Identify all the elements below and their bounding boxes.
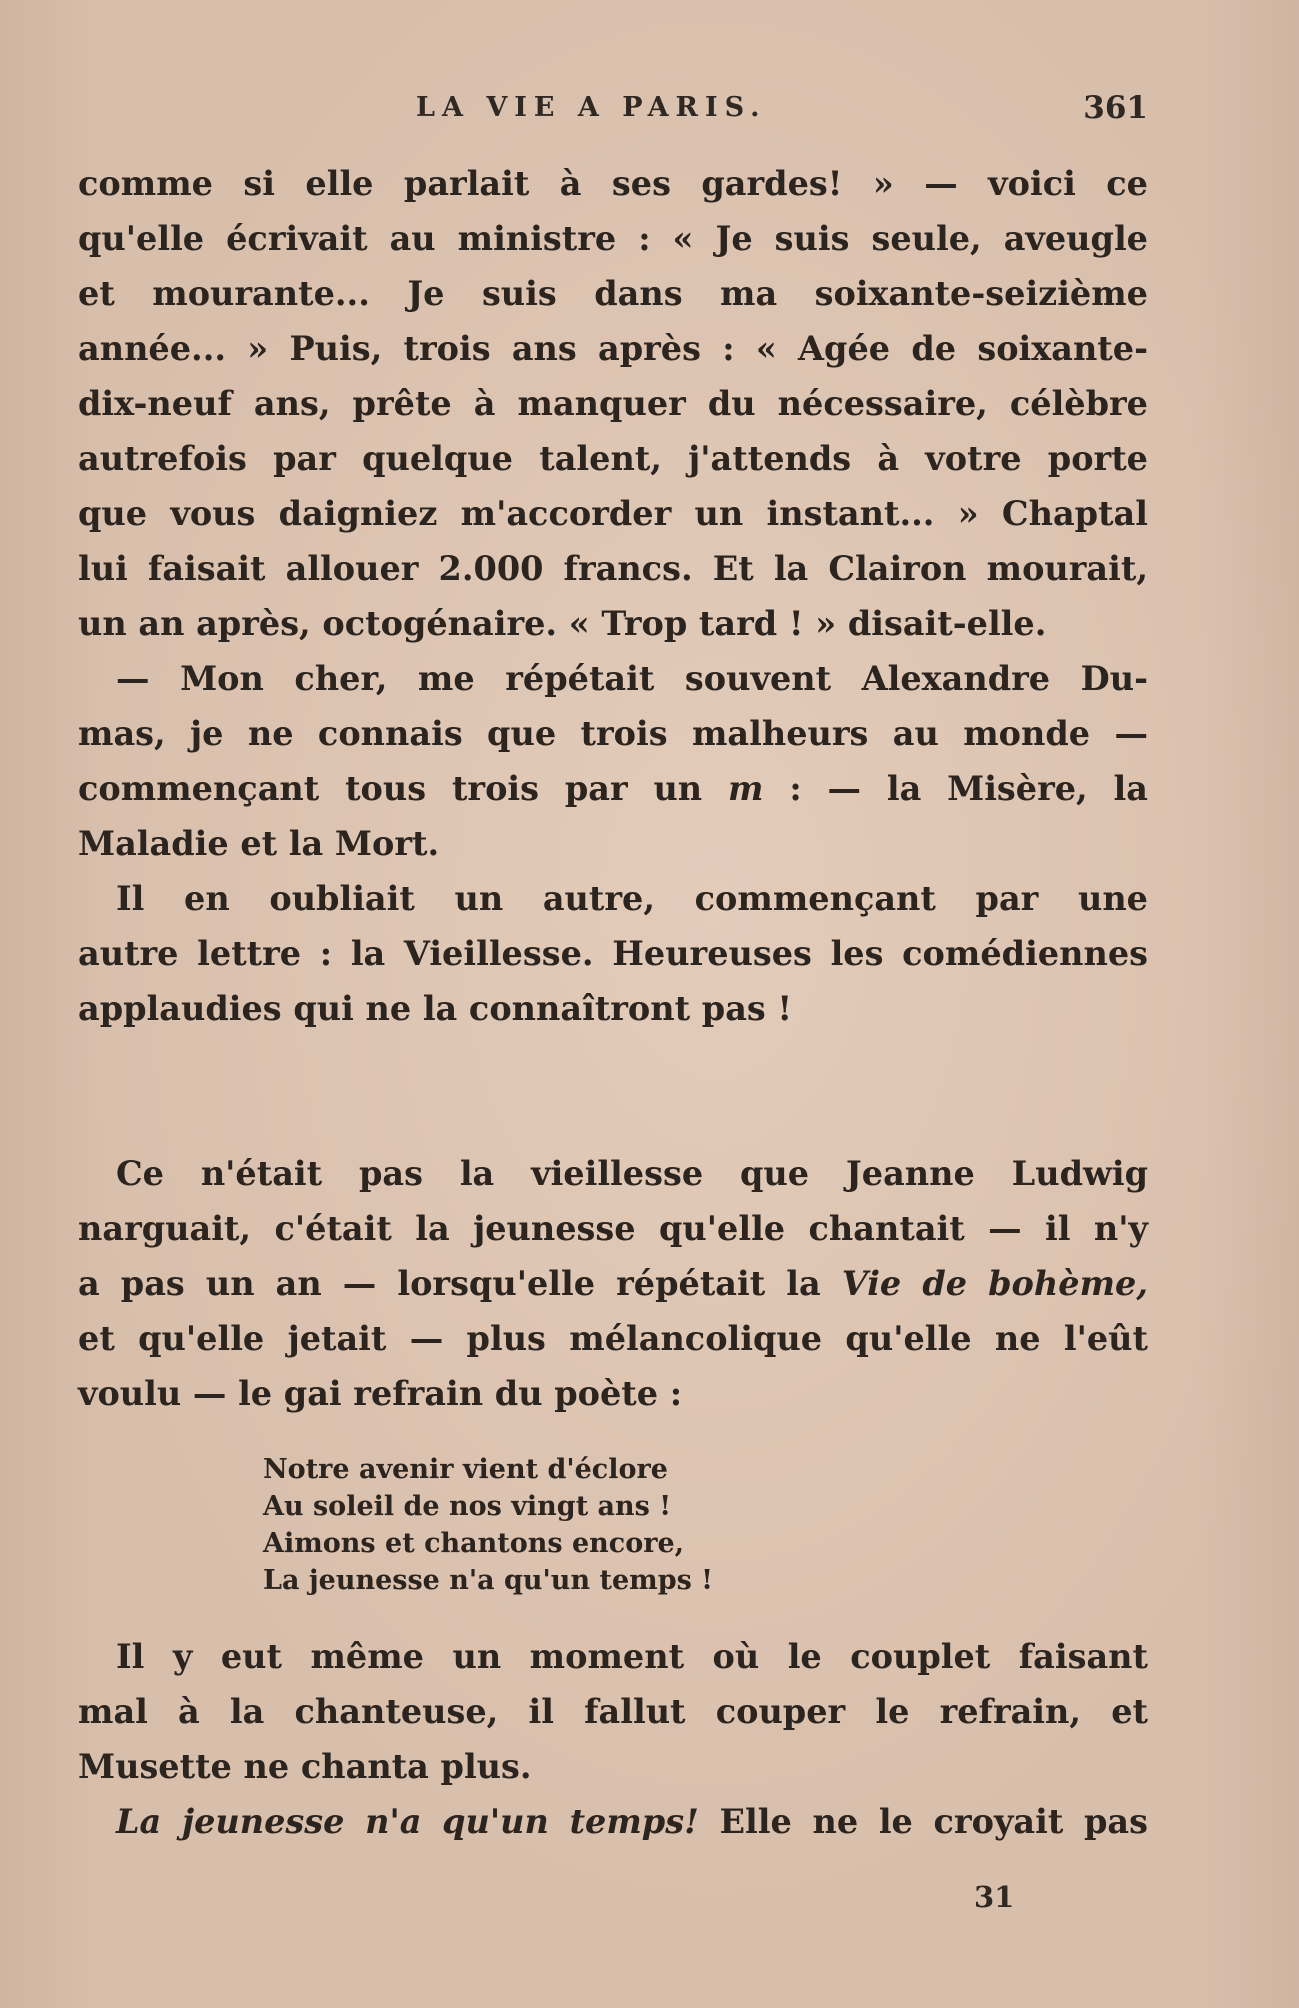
paragraph-1 [78,156,1148,651]
italic-quote: La jeunesse n'a qu'un temps! [116,1802,699,1841]
text-line: narguait, c'était la jeunesse qu'elle chantait — il n'y [78,1209,1148,1248]
text-line: Musette ne chanta plus. [78,1747,532,1786]
signature-mark: 31 [974,1880,1015,1914]
text-line: qu'elle écrivait au ministre : « Je suis seule, aveugle [78,219,1148,258]
book-page [78,0,1148,2008]
text-line: et qu'elle jetait — plus mélancolique qu'elle ne l'eût [78,1319,1148,1358]
text-segment: commençant tous trois par un [78,769,703,808]
verse-line: Au soleil de nos vingt ans ! [263,1491,672,1522]
text-line: Il y eut même un moment où le couplet faisant [116,1637,1148,1676]
verse-line: La jeunesse n'a qu'un temps ! [263,1565,714,1596]
text-line: lui faisait allouer 2.000 francs. Et la Clairon mourait, [78,549,1148,588]
verse-block [263,1451,1148,1599]
text-line: que vous daigniez m'accorder un instant... » Chaptal [78,494,1148,533]
verse-line: Aimons et chantons encore, [263,1528,685,1559]
text-line: et mourante... Je suis dans ma soixante-seizième [78,274,1148,313]
text-line-composite [78,761,1148,816]
text-line: Ce n'était pas la vieillesse que Jeanne Ludwig [116,1154,1148,1193]
text-line: dix-neuf ans, prête à manquer du nécessaire, célèbre [78,384,1148,423]
text-line: Il en oubliait un autre, commençant par une [116,879,1148,918]
text-line-composite [78,1794,1148,1849]
italic-title: Vie de bohème, [841,1264,1148,1303]
italic-letter: m [728,769,764,808]
text-line: mas, je ne connais que trois malheurs au monde — [78,714,1148,753]
text-line-composite [78,1256,1148,1311]
section-break [78,1036,1148,1146]
page-number: 361 [1083,90,1148,126]
text-line: autrefois par quelque talent, j'attends à votre porte [78,439,1148,478]
paragraph-5 [78,1629,1148,1794]
text-line: un an après, octogénaire. « Trop tard ! » disait-elle. [78,604,1047,643]
text-line: — Mon cher, me répétait souvent Alexandre Du- [116,659,1148,698]
paragraph-6 [78,1794,1148,1849]
running-head [78,92,1148,132]
text-line: comme si elle parlait à ses gardes! » — voici ce [78,164,1148,203]
text-line: mal à la chanteuse, il fallut couper le refrain, et [78,1692,1148,1731]
text-segment: : — la Misère, la [789,769,1148,808]
text-line: voulu — le gai refrain du poète : [78,1374,683,1413]
paragraph-3 [78,871,1148,1036]
text-segment: Elle ne le croyait pas [719,1802,1148,1841]
text-segment: a pas un an — lorsqu'elle répétait la [78,1264,821,1303]
paragraph-4 [78,1146,1148,1421]
verse-line: Notre avenir vient d'éclore [263,1454,668,1485]
text-line: autre lettre : la Vieillesse. Heureuses les comédiennes [78,934,1148,973]
text-line: Maladie et la Mort. [78,824,440,863]
text-line: applaudies qui ne la connaîtront pas ! [78,989,793,1028]
paragraph-2 [78,651,1148,871]
running-title: LA VIE A PARIS. [416,92,767,123]
text-line: année... » Puis, trois ans après : « Agée de soixante- [78,329,1148,368]
body-text [78,156,1148,1849]
